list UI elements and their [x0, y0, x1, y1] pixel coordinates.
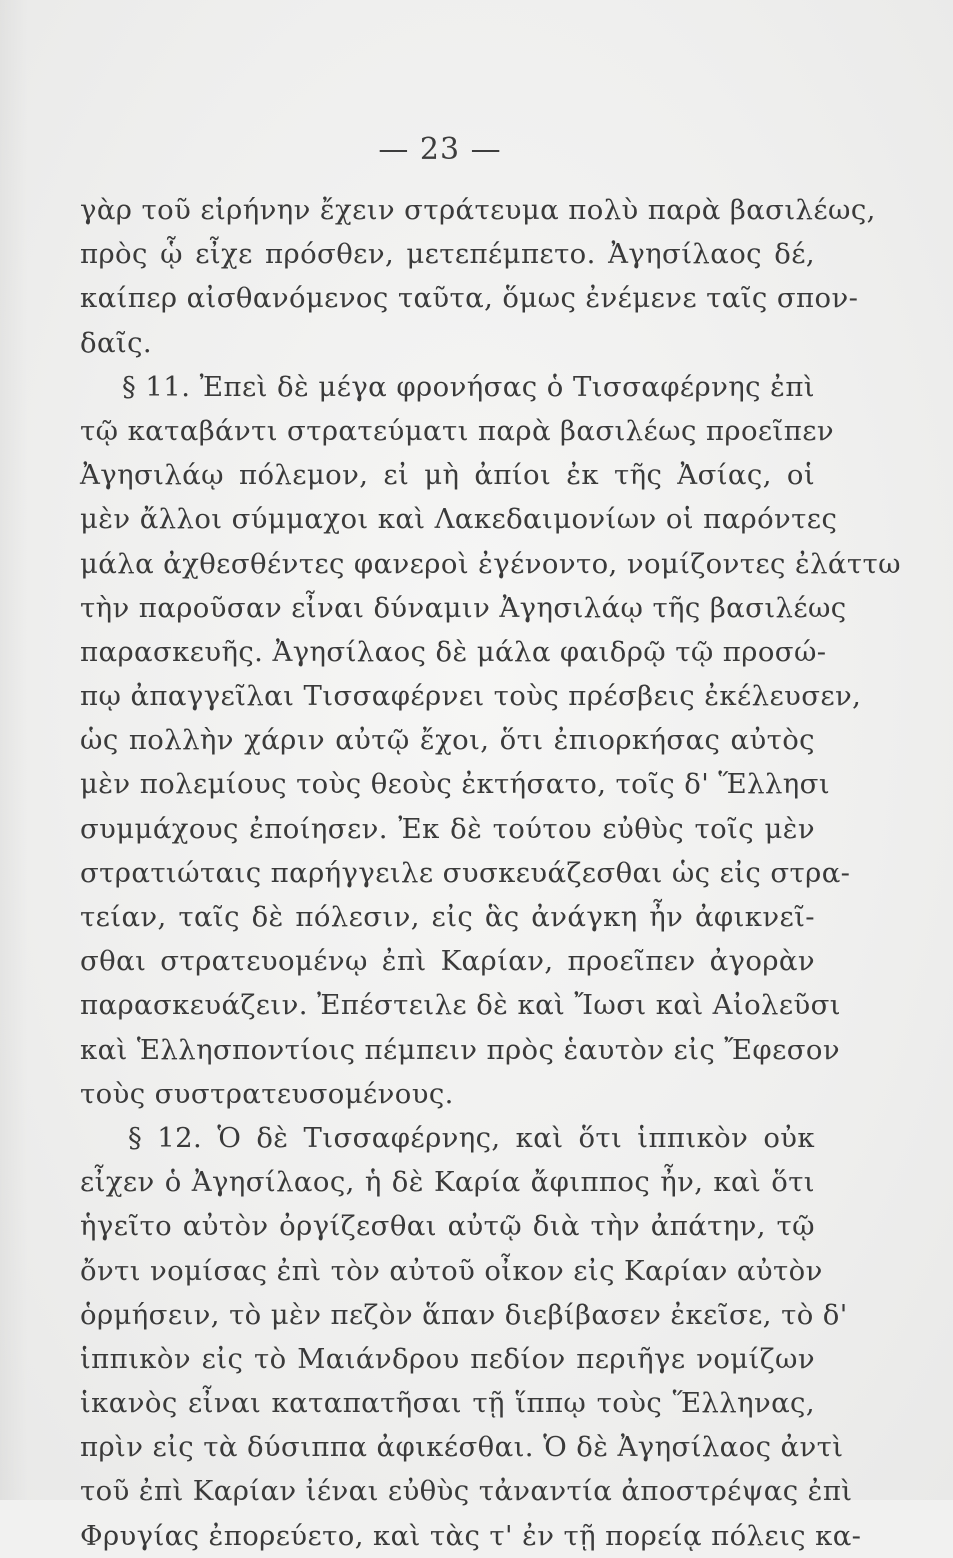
- text-line: ἱκανὸς εἶναι καταπατῆσαι τῇ ἵππῳ τοὺς Ἕλληνας,: [80, 1387, 815, 1420]
- text-line: ὡς πολλὴν χάριν αὐτῷ ἔχοι, ὅτι ἐπιορκήσας αὐτὸς: [80, 724, 815, 757]
- text-line: συμμάχους ἐποίησεν. Ἐκ δὲ τούτου εὐθὺς τοῖς μὲν: [80, 812, 815, 845]
- body-text: [80, 188, 901, 1558]
- page-edge-shadow: [0, 0, 28, 1500]
- text-line: δαῖς.: [80, 326, 153, 359]
- text-line: τὴν παροῦσαν εἶναι δύναμιν Ἀγησιλάῳ τῆς βασιλέως: [80, 591, 847, 624]
- text-line: πρὶν εἰς τὰ δύσιππα ἀφικέσθαι. Ὁ δὲ Ἀγησίλαος ἀντὶ: [80, 1431, 844, 1464]
- text-line: πρὸς ᾧ εἶχε πρόσθεν, μετεπέμπετο. Ἀγησίλαος δέ,: [80, 238, 815, 271]
- text-line: καὶ Ἑλλησποντίοις πέμπειν πρὸς ἑαυτὸν εἰς Ἔφεσον: [80, 1033, 840, 1066]
- text-line: ἱππικὸν εἰς τὸ Μαιάνδρου πεδίον περιῆγε νομίζων: [80, 1342, 815, 1375]
- text-line: πῳ ἀπαγγεῖλαι Τισσαφέρνει τοὺς πρέσβεις ἐκέλευσεν,: [80, 680, 862, 713]
- text-line: τοῦ ἐπὶ Καρίαν ἰέναι εὐθὺς τἀναντία ἀποστρέψας ἐπὶ: [80, 1475, 853, 1508]
- text-line: ὁρμήσειν, τὸ μὲν πεζὸν ἅπαν διεβίβασεν ἐκεῖσε, τὸ δ': [80, 1298, 848, 1331]
- text-line: ὄντι νομίσας ἐπὶ τὸν αὐτοῦ οἶκον εἰς Καρίαν αὐτὸν: [80, 1254, 823, 1287]
- page-number: — 23 —: [378, 132, 502, 167]
- text-line: παρασκευάζειν. Ἐπέστειλε δὲ καὶ Ἴωσι καὶ Αἰολεῦσι: [80, 989, 841, 1022]
- text-line: ἡγεῖτο αὐτὸν ὀργίζεσθαι αὐτῷ διὰ τὴν ἀπάτην, τῷ: [80, 1210, 815, 1243]
- text-line: μάλα ἀχθεσθέντες φανεροὶ ἐγένοντο, νομίζοντες ἐλάττω: [80, 547, 901, 580]
- text-line: παρασκευῆς. Ἀγησίλαος δὲ μάλα φαιδρῷ τῷ προσώ-: [80, 635, 827, 668]
- text-line: Ἀγησιλάῳ πόλεμον, εἰ μὴ ἀπίοι ἐκ τῆς Ἀσίας, οἱ: [80, 459, 815, 492]
- text-line: μὲν ἄλλοι σύμμαχοι καὶ Λακεδαιμονίων οἱ παρόντες: [80, 503, 838, 536]
- text-line: τῷ καταβάντι στρατεύματι παρὰ βασιλέως προεῖπεν: [80, 414, 834, 447]
- text-line: Φρυγίας ἐπορεύετο, καὶ τὰς τ' ἐν τῇ πορείᾳ πόλεις κα-: [80, 1519, 862, 1552]
- text-line: γὰρ τοῦ εἰρήνην ἔχειν στράτευμα πολὺ παρὰ βασιλέως,: [80, 194, 876, 226]
- section-heading-line: § 11. Ἐπεὶ δὲ μέγα φρονήσας ὁ Τισσαφέρνης ἐπὶ: [122, 370, 815, 403]
- text-line: σθαι στρατευομένῳ ἐπὶ Καρίαν, προεῖπεν ἀγορὰν: [80, 945, 815, 978]
- text-line: μὲν πολεμίους τοὺς θεοὺς ἐκτήσατο, τοῖς δ' Ἕλλησι: [80, 768, 831, 801]
- text-line: καίπερ αἰσθανόμενος ταῦτα, ὅμως ἐνέμενε ταῖς σπον-: [80, 282, 859, 315]
- text-line: στρατιώταις παρήγγειλε συσκευάζεσθαι ὡς εἰς στρα-: [80, 856, 851, 889]
- text-line: τείαν, ταῖς δὲ πόλεσιν, εἰς ἃς ἀνάγκη ἦν ἀφικνεῖ-: [80, 901, 815, 933]
- text-line: τοὺς συστρατευσομένους.: [80, 1077, 454, 1110]
- text-line: εἶχεν ὁ Ἀγησίλαος, ἡ δὲ Καρία ἄφιππος ἦν, καὶ ὅτι: [80, 1166, 815, 1199]
- section-heading-line: § 12. Ὁ δὲ Τισσαφέρνης, καὶ ὅτι ἱππικὸν οὐκ: [128, 1121, 815, 1154]
